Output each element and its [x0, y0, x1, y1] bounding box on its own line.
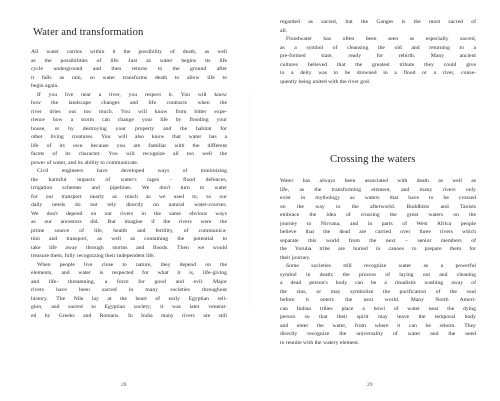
text-line: facets of its character. You will recognize all too well the	[31, 151, 227, 158]
text-line: Some societies still recognize water as a powerful	[286, 263, 476, 270]
text-line: all.	[280, 27, 288, 34]
text-line: river dries out too much. You will know from bitter expe-	[31, 108, 227, 115]
text-line: believe that the dead are carried over three rivers which	[280, 229, 476, 236]
text-line: directly recognize the universality of water and the need	[280, 331, 476, 338]
text-line: and enter the water, from where it can be reborn. They	[280, 322, 476, 329]
text-line: elements, and water is respected for what it is, life-giving	[31, 270, 227, 277]
text-line: Civil engineers have developed ways of minimizing	[37, 168, 227, 175]
chapter-heading-water-and-transformation: Water and transformation	[33, 27, 144, 38]
text-line: prime source of life, health and fertility, of communica-	[31, 227, 227, 234]
text-line: life of its own because you are familiar with the different	[31, 142, 227, 149]
text-line: quently being united with the river god.	[280, 78, 371, 85]
text-line: other living creatures. You will also know that water has a	[31, 134, 227, 141]
text-line: and life- threatening, a force for good and evil. Major	[31, 278, 227, 285]
text-line: All water carries within it the possibility of death, as well	[31, 49, 227, 55]
text-line: house, or by destroying your property and the habitat for	[31, 125, 227, 132]
text-line: person so that their spirit may leave the temporal body	[280, 314, 476, 321]
text-line: as the possibilities of life. Just as water begins its life	[31, 57, 227, 64]
text-line: treasure them, fully recognizing their independent life.	[31, 253, 156, 260]
text-line: pre-formed state, ready for rebirth. Many ancient	[280, 53, 476, 60]
text-line: regarded as sacred, but the Ganges is the most sacred of	[280, 19, 476, 25]
text-line: life, as the transforming element, and many rivers only	[280, 186, 476, 193]
text-line: exist in mythology as waters that have to be crossed	[280, 195, 476, 202]
text-line: their journey.	[280, 254, 311, 261]
text-line: history. The Nile lay at the heart of early Egyptian reli-	[31, 295, 227, 302]
text-line: When people live close to nature, they depend on the	[37, 261, 227, 268]
text-line: cycle underground and then returns to the ground after	[31, 66, 227, 73]
text-line: rivers have been sacred in many societies throughout	[31, 287, 227, 294]
text-line: can Indian tribes place a bowl of water near the dying	[280, 305, 476, 312]
text-line: power of water, and its ability to communicate.	[31, 159, 139, 166]
text-line: rience how a storm can change your life by flooding your	[31, 117, 227, 124]
left-page-body-text	[31, 48, 227, 321]
text-line: gion, and sacred to Egyptian society; it was later venerat-	[31, 304, 227, 311]
text-line: the sins, or may symbolize the purification of the soul	[280, 288, 476, 295]
text-line: If you live near a river, you respect it. You will know	[37, 91, 227, 98]
text-line: as our ancestors did. But imagine if the rivers were the	[31, 219, 227, 226]
text-line: We don't depend on our rivers in the same obvious ways	[31, 210, 227, 217]
text-line: separate this world from the next – senior members of	[280, 237, 476, 244]
text-line: the Yoruba tribe are buried in canoes to prepare them for	[280, 246, 476, 253]
chapter-heading-crossing-the-waters: Crossing the waters	[330, 154, 416, 165]
text-line: a dead person's body can be a ritualistic washing away of	[280, 280, 476, 287]
right-page-body-text	[280, 177, 476, 347]
text-line: daily needs do not rely directly on natural water-courses.	[31, 202, 227, 209]
text-line: it falls as rain, so water transforms death to allow life to	[31, 74, 227, 81]
text-line: on the way to the afterworld. Buddhists and Taoists	[280, 203, 476, 210]
page-number: 29	[367, 382, 373, 388]
page-number: 28	[121, 382, 127, 388]
text-line: to reunite with the watery element.	[280, 339, 360, 346]
text-line: how the landscape changes and life contracts when the	[31, 100, 227, 107]
text-line: cultures believed that the greatest tribute they could give	[280, 61, 476, 68]
text-line: take life away through storms and floods. Then we would	[31, 244, 227, 251]
text-line: symbol in death; the process of laying out and cleaning	[280, 271, 476, 278]
text-line: embrace the idea of crossing the great waters on the	[280, 212, 476, 219]
text-line: the harmful impacts of water's rages – flood defences,	[31, 176, 227, 183]
text-line: before it enters the next world. Many North Ameri-	[280, 297, 476, 304]
text-line: to a deity was to be drowned in a flood or a river, conse-	[280, 70, 476, 77]
text-line: ed by Greeks and Romans. In India many rivers are still	[31, 312, 227, 319]
text-line: irrigation schemes and pipelines. We don't turn to water	[31, 185, 227, 192]
right-page	[250, 0, 500, 401]
text-line: begin again.	[31, 83, 59, 90]
text-line: tion and transport, as well as containing the potential to	[31, 236, 227, 243]
text-line: journey to Nirvana, and in parts of West Africa people	[280, 220, 476, 227]
text-line: for our transport nearly as much as we used to, so our	[31, 193, 227, 200]
text-line: as a symbol of cleansing the old and returning to a	[280, 44, 476, 51]
right-page-continued-text	[280, 18, 476, 86]
text-line: Water has always been associated with death as well as	[280, 178, 476, 184]
text-line: Floodwater has often been seen as especially sacred,	[286, 36, 476, 43]
